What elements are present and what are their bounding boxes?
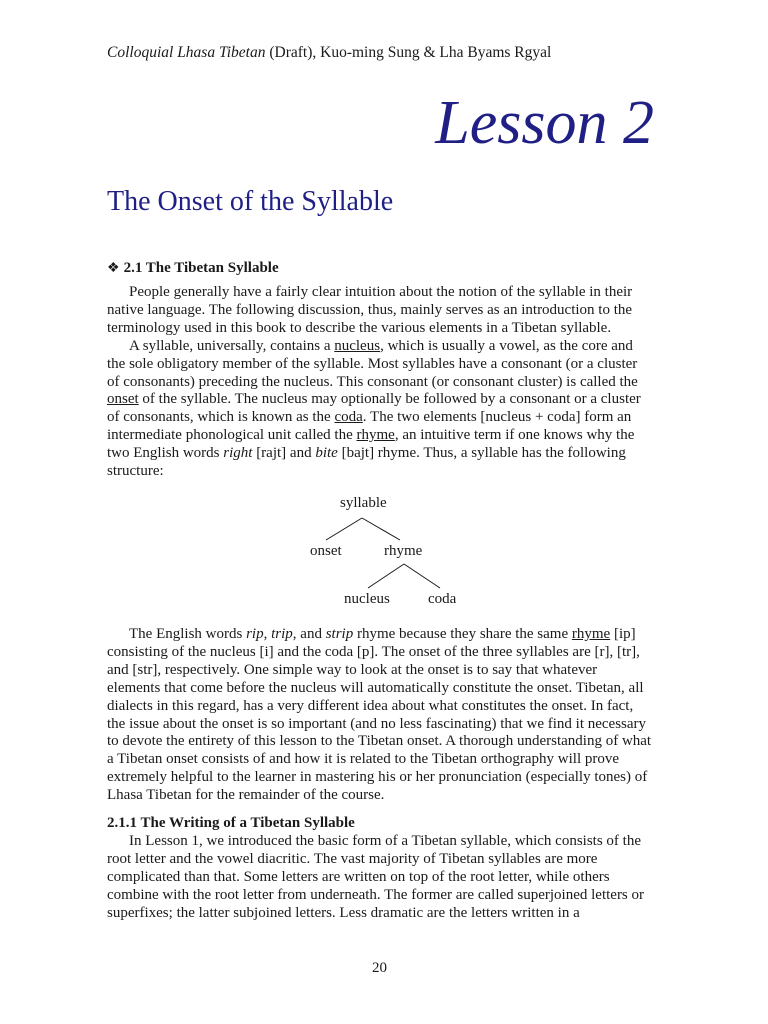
node-nucleus: nucleus [344,591,390,607]
text-run: , and [292,626,326,642]
text-run: [rajt] and [252,445,316,462]
text-run: of the syllable. The nucleus may optionally be followed by a consonant or a cluster of consonants, which is known as the [107,391,641,426]
paragraph-block-3 [107,833,652,923]
text-run: , which is usually a vowel, as the core and the sole obligatory member of the syllable. Most syllables have a consonant (or a cluster of consonants) preceding the nucleus. This consonant (or consonant cluster) is called the [107,337,638,390]
paragraph-4: In Lesson 1, we introduced the basic form of a Tibetan syllable, which consists of the root letter and the vowel diacritic. The vast majority of Tibetan syllables are more complicated than that. Some letters are written on top of the root letter, while others combine with the root letter from underneath. The former are called superjoined letters or superfixes; the latter subjoined letters. Less dramatic are the letters written in a [107,833,645,921]
text-run: , an intuitive term if one knows why the two English words [107,427,635,462]
paragraph-block-2 [107,626,652,805]
term-nucleus: nucleus [334,337,381,354]
syllable-tree-diagram [300,492,480,612]
text-run: rhyme because they share the same [353,626,572,642]
term-onset: onset [107,391,139,408]
text-run: , [263,626,272,642]
section-heading [107,260,279,277]
header-book-title: Colloquial Lhasa Tibetan [107,44,266,61]
text-run: The English words [129,626,247,642]
example-rip: rip [246,626,264,642]
edge-syllable-rhyme [362,518,400,540]
example-trip: trip [271,626,293,642]
running-header [107,44,551,62]
example-bite: bite [315,445,338,462]
example-strip: strip [325,626,354,642]
edge-rhyme-coda [404,564,440,588]
edge-rhyme-nucleus [368,564,404,588]
text-run: [bajt] rhyme. Thus, a syllable has the following structure: [107,445,626,480]
section-label: 2.1 The Tibetan Syllable [123,260,279,276]
text-run: . The two elements [nucleus + coda] form an intermediate phonological unit called the [107,409,632,444]
text-run: A syllable, universally, contains a [129,337,335,354]
intro-paragraphs [107,284,652,481]
node-onset: onset [310,543,342,559]
node-rhyme: rhyme [384,543,423,559]
edge-syllable-onset [326,518,362,540]
header-authors: (Draft), Kuo-ming Sung & Lha Byams Rgyal [265,44,552,61]
text-run: [ip] consisting of the nucleus [i] and the coda [p]. The onset of the three syllables are [r], [tr], and [str], respectively. One simple way to look at the onset is to say that whatever elements that come before the nucleus will automatically constitute the onset. Tibetan, all dialects in this regard, has a very different idea about what constitutes the onset. In fact, the issue about the onset is so important (and no less fascinating) that we find it necessary to devote the entirety of this lesson to the Tibetan onset. A thorough understanding of what a Tibetan onset consists of and how it is related to the Tibetan orthography will prove extremely helpful to the learner in mastering his or her pronunciation (especially tones) of Lhasa Tibetan for the remainder of the course. [107,626,652,804]
paragraph-2 [107,338,652,481]
lesson-title: Lesson 2 [435,89,654,157]
paragraph-1: People generally have a fairly clear intuition about the notion of the syllable in their native language. The following discussion, thus, mainly serves as an introduction to the terminology used in this book to describe the various elements in a Tibetan syllable. [107,284,633,336]
paragraph-3 [107,626,652,805]
term-coda: coda [334,409,363,426]
term-rhyme: rhyme [356,427,395,444]
page-number: 20 [372,960,387,976]
chapter-title: The Onset of the Syllable [107,186,394,217]
term-rhyme: rhyme [571,626,611,642]
node-coda: coda [428,591,457,607]
diamond-bullet-icon: ❖ [107,261,120,276]
subsection-heading: 2.1.1 The Writing of a Tibetan Syllable [107,815,355,831]
example-right: right [223,445,253,462]
node-syllable: syllable [340,495,387,511]
